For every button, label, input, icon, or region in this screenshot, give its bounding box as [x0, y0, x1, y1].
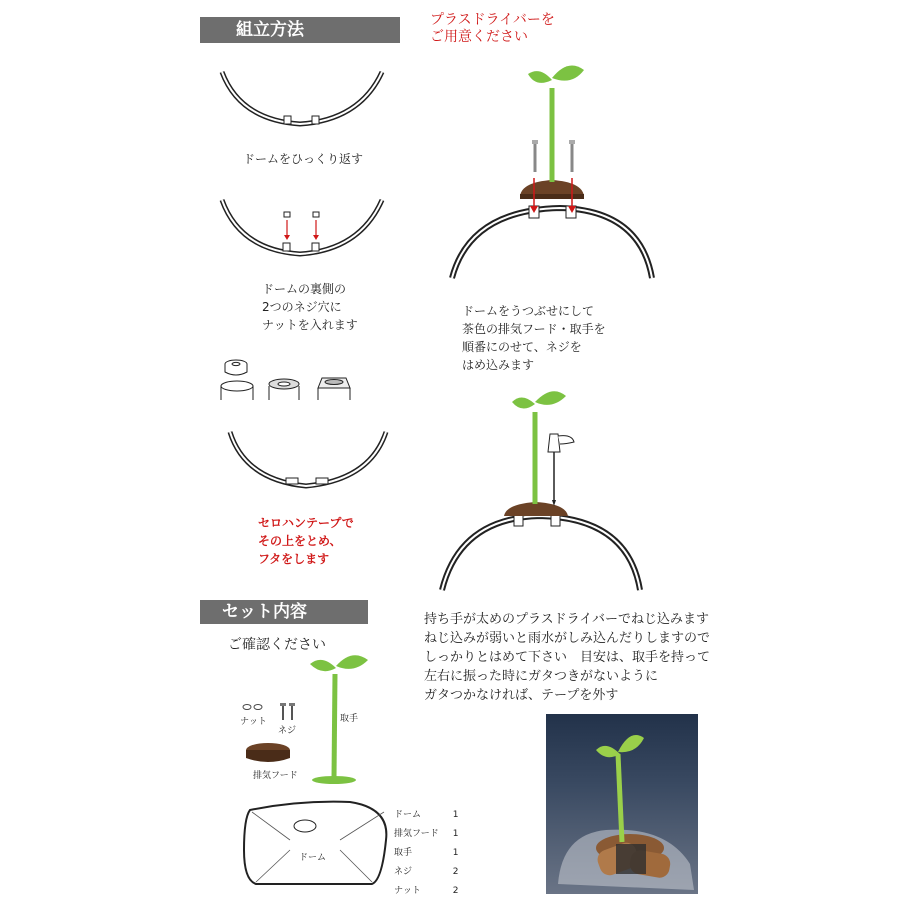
step2-line: 2つのネジ穴に	[262, 300, 342, 314]
step5-line: 持ち手が太めのプラスドライバーでねじ込みます	[424, 612, 709, 627]
step2-line: ナットを入れます	[262, 318, 358, 332]
part-qty: 1	[452, 829, 459, 839]
part-qty: 1	[452, 848, 459, 858]
part-qty: 1	[452, 810, 459, 820]
step4-line: はめ込みます	[462, 358, 535, 372]
step3-line: フタをします	[258, 552, 330, 566]
assembly-heading: 組立方法	[200, 17, 400, 43]
step4-line: 順番にのせて、ネジを	[462, 340, 582, 354]
table-row	[394, 863, 458, 882]
step4-line: 茶色の排気フード・取手を	[462, 322, 606, 336]
label-vent-hood: 排気フード	[253, 771, 298, 781]
table-row	[394, 806, 458, 825]
part-name: 取手	[394, 848, 413, 858]
table-row	[394, 825, 458, 844]
parts-list	[394, 806, 458, 901]
label-nut: ナット	[240, 717, 267, 727]
contents-heading: セット内容	[200, 600, 368, 624]
part-name: ネジ	[394, 867, 413, 877]
part-name: ドーム	[394, 810, 422, 820]
step2-line: ドームの裏側の	[262, 282, 347, 296]
table-row	[394, 882, 458, 901]
label-screw: ネジ	[278, 726, 297, 736]
label-dome: ドーム	[299, 853, 327, 863]
part-name: ナット	[394, 886, 421, 896]
tool-note-line1: プラスドライバーを	[430, 12, 555, 28]
step1-text: ドームをひっくり返す	[243, 152, 364, 166]
step5-line: 左右に振った時にガタつきがないように	[424, 669, 659, 684]
part-qty: 2	[452, 886, 459, 896]
part-qty: 2	[452, 867, 459, 877]
label-handle: 取手	[340, 714, 359, 724]
confirm-text: ご確認ください	[228, 637, 326, 653]
part-name: 排気フード	[394, 829, 439, 839]
step4-line: ドームをうつぶせにして	[462, 304, 595, 318]
tool-note-line2: ご用意ください	[430, 29, 528, 45]
step3-line: セロハンテープで	[258, 516, 354, 530]
table-row	[394, 844, 458, 863]
step5-line: しっかりとはめて下さい 目安は、取手を持って	[424, 650, 711, 665]
step3-line: その上をとめ、	[258, 534, 342, 548]
step5-line: ねじ込みが弱いと雨水がしみ込んだりしますので	[424, 631, 711, 646]
step5-line: ガタつかなければ、テープを外す	[424, 688, 619, 703]
